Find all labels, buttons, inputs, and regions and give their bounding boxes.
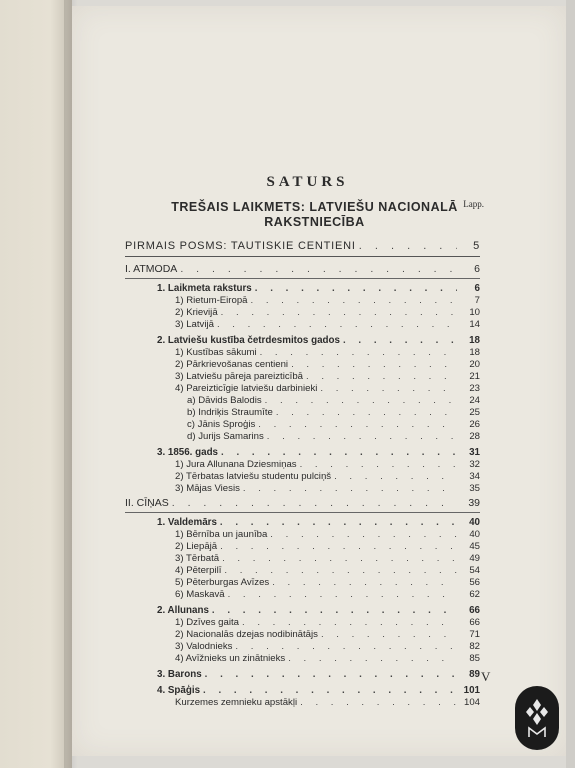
toc-item-label: 2) Liepājā [175,541,218,552]
leader-dots [212,605,457,617]
toc-item [187,419,480,431]
toc-item [175,589,480,601]
toc-item-page: 7 [474,295,480,306]
part-heading-line: TREŠAIS LAIKMETS: LATVIEŠU NACIONALĀ [171,200,458,214]
leader-dots [235,641,457,653]
toc-item-label: 2) Nacionalās dzejas nodibinātājs [175,629,318,640]
leader-dots [221,307,457,319]
toc-item-page: 85 [469,653,480,664]
toc-item [175,629,480,641]
leader-dots [205,669,457,681]
toc-item-label: d) Jurijs Samarins [187,431,264,442]
toc-item [175,653,480,665]
page-title: SATURS [266,174,349,190]
leader-dots [228,589,457,601]
part-heading [149,200,480,230]
leader-dots [300,697,457,709]
toc-item-label: 2) Pārkrievošanas centieni [175,359,289,370]
leader-dots [300,459,457,471]
toc-item [175,565,480,577]
toc-item [175,577,480,589]
toc-item-label: 3) Latviešu pāreja pareizticībā [175,371,303,382]
watermark-logo [515,686,559,750]
leader-dots [270,529,457,541]
leader-dots [334,471,457,483]
leader-dots [272,577,457,589]
toc-item-label: 3) Tērbatā [175,553,220,564]
toc-item-page: 45 [469,541,480,552]
toc-item [175,359,480,371]
toc-item-page: 49 [469,553,480,564]
section-entry [157,517,480,529]
toc-item-label: 2) Krievijā [175,307,218,318]
leader-dots [242,617,457,629]
leader-dots [258,419,457,431]
leader-dots [288,653,457,665]
section-entry-label: 2. Latviešu kustība četrdesmitos gados [157,335,340,346]
left-page [0,0,72,768]
toc-item-label: 4) Pēterpilī [175,565,222,576]
toc-item-page: 18 [469,347,480,358]
toc-item-page: 54 [469,565,480,576]
page-column-label: Lapp. [463,199,484,209]
toc-item-label: 6) Maskavā [175,589,225,600]
toc-item [175,641,480,653]
section-entry-label: 1. Valdemārs [157,517,217,528]
toc-item-label: 3) Mājas Viesis [175,483,240,494]
toc-item-label: c) Jānis Sproģis [187,419,256,430]
chapter-entry-page: 39 [468,497,480,509]
leader-dots [203,685,457,697]
toc-item [175,471,480,483]
leader-dots [359,240,457,252]
section-entry-label: 3. Barons [157,669,202,680]
toc-item-page: 34 [469,471,480,482]
chapter-entry-label: I. ATMODA [125,263,178,275]
section-entry-page: 6 [474,283,480,294]
leader-dots [265,395,457,407]
leader-dots [224,565,457,577]
toc-item [187,407,480,419]
toc-item-page: 56 [469,577,480,588]
toc-item [175,529,480,541]
toc-item-page: 32 [469,459,480,470]
toc-item-label: 3) Latvijā [175,319,214,330]
section-entry [157,685,480,697]
leader-dots [243,483,457,495]
toc-item-label: 3) Valodnieks [175,641,233,652]
leader-dots [260,347,457,359]
leader-dots [217,319,457,331]
leader-dots [320,383,457,395]
leader-dots [321,629,457,641]
toc-item [175,295,480,307]
toc-item-label: b) Indriķis Straumīte [187,407,273,418]
toc-item-page: 71 [469,629,480,640]
toc-item [175,617,480,629]
section-entry-label: 1. Laikmeta raksturs [157,283,252,294]
section-entry [157,447,480,459]
toc-item-label: 1) Rietum-Eiropā [175,295,248,306]
leader-dots [306,371,457,383]
leader-dots [267,431,457,443]
logo-icon [522,695,552,741]
toc-item-page: 25 [469,407,480,418]
section-entry-label: 4. Spāģis [157,685,201,696]
toc-item [175,371,480,383]
leader-dots [251,295,457,307]
toc-item [175,347,480,359]
toc-item [187,431,480,443]
toc-item-page: 82 [469,641,480,652]
leader-dots [291,359,457,371]
chapter-list [115,263,480,709]
leader-dots [222,553,457,565]
toc-item-page: 104 [463,697,480,708]
leader-dots [221,447,457,459]
toc-item-label: 5) Pēterburgas Avīzes [175,577,270,588]
toc-item-label: 1) Dzīves gaita [175,617,239,628]
toc-item-label: 2) Tērbatas latviešu studentu pulciņš [175,471,332,482]
background-edge [566,0,575,768]
toc-item-page: 24 [469,395,480,406]
section-entry-page: 18 [469,335,480,346]
toc-item-page: 28 [469,431,480,442]
section-entry-page: 40 [469,517,480,528]
toc-item-page: 21 [469,371,480,382]
divider [125,256,480,257]
toc-item-label: 1) Bērnība un jaunība [175,529,268,540]
section-entry [157,283,480,295]
toc-item-label: 1) Kustības sākumi [175,347,257,358]
leader-dots [343,335,457,347]
toc-item [187,395,480,407]
toc-item-page: 20 [469,359,480,370]
toc-item [175,459,480,471]
toc-item-page: 26 [469,419,480,430]
leader-dots [276,407,457,419]
toc-item-page: 35 [469,483,480,494]
chapter-entry [125,497,480,509]
section-entry-page: 66 [469,605,480,616]
section-entry [157,669,480,681]
chapter-entry-page: 6 [474,263,480,275]
toc-item [175,541,480,553]
toc-item [175,307,480,319]
divider [125,512,480,513]
stage-page: 5 [473,240,480,252]
toc-item [175,553,480,565]
chapter-entry [125,263,480,275]
toc-item-label: a) Dāvids Balodis [187,395,262,406]
toc-item [175,319,480,331]
part-heading-line: RAKSTNIECĪBA [264,215,365,229]
toc-item-label: 4) Pareizticīgie latviešu darbinieki [175,383,318,394]
stage-heading [125,240,480,252]
leader-dots [220,541,457,553]
leader-dots [220,517,457,529]
divider [125,278,480,279]
toc-item-page: 23 [469,383,480,394]
toc-item-page: 10 [469,307,480,318]
section-entry-label: 2. Allunans [157,605,209,616]
page-number: V [481,669,491,684]
section-entry-page: 101 [463,685,480,696]
toc-item [175,483,480,495]
toc-item-page: 14 [469,319,480,330]
toc-item-page: 66 [469,617,480,628]
stage-label: PIRMAIS POSMS: TAUTISKIE CENTIENI [125,240,356,252]
section-entry-page: 89 [469,669,480,680]
leader-dots [255,283,457,295]
toc-item-label: 1) Jura Allunana Dziesmiņas [175,459,297,470]
toc-item-label: Kurzemes zemnieku apstākļi [175,697,298,708]
toc-item [175,697,480,709]
section-entry-label: 3. 1856. gads [157,447,218,458]
section-entry [157,335,480,347]
section-entry [157,605,480,617]
leader-dots [180,263,457,275]
toc-item-page: 62 [469,589,480,600]
toc-item-label: 4) Avīžnieks un zinātnieks [175,653,286,664]
section-entry-page: 31 [469,447,480,458]
toc-item [175,383,480,395]
toc-item-page: 40 [469,529,480,540]
chapter-entry-label: II. CĪŅAS [125,497,169,509]
leader-dots [172,497,457,509]
table-of-contents [115,174,484,709]
